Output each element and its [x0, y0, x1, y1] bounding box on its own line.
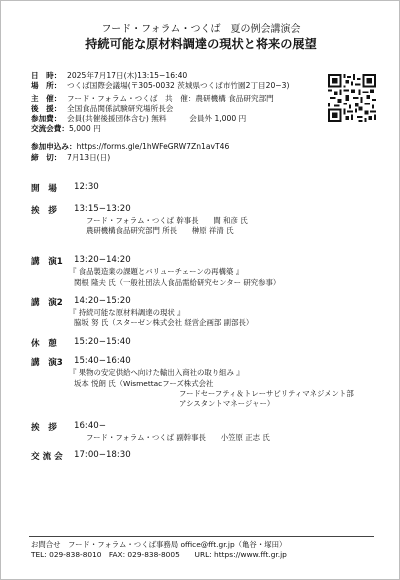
support-value: 全国食品関係試験研究場所長会: [67, 104, 174, 113]
talk3-title: 『 果物の安定供給へ向けた輸出入商社の取り組み 』: [69, 368, 244, 377]
talk3-time: 15:40−16:40: [74, 356, 131, 366]
greeting2-label: 挨 拶: [31, 423, 57, 433]
opening-label: 開 場: [31, 184, 57, 194]
social-label: 交 流 会: [31, 452, 63, 462]
greeting1-time: 13:15−13:20: [74, 204, 131, 214]
date-label: 日 時：: [31, 71, 62, 80]
talk3-speaker-name: 坂本 悦朗 氏（Wismettacフーズ株式会社: [74, 379, 214, 388]
info-party: [31, 124, 101, 134]
talk3-speaker-title: アシスタントマネージャー）: [179, 399, 275, 408]
talk2-speaker: 脇坂 努 氏（スターゼン株式会社 経営企画部 副部長）: [74, 318, 254, 327]
footer-contact: お問合せ フード・フォラム・つくば事務局 office@fft.gr.jp（亀谷・塚田）: [31, 540, 287, 549]
greeting1-speaker-1: フード・フォラム・つくば 幹事長 間 和彦 氏: [86, 216, 248, 225]
talk2-time: 14:20−15:20: [74, 296, 131, 306]
talk2-label: 講 演2: [31, 298, 63, 308]
deadline-value: 7月13日(日): [67, 153, 111, 162]
talk1-label: 講 演1: [31, 257, 63, 267]
info-deadline: [31, 153, 110, 163]
info-host: [31, 94, 274, 104]
social-time: 17:00−18:30: [74, 450, 131, 460]
greeting2-speaker: フード・フォラム・つくば 副幹事長 小笠原 正志 氏: [86, 433, 270, 442]
deadline-label: 締 切：: [31, 153, 62, 162]
page-title: 持続可能な原材料調達の現状と将来の展望: [85, 37, 317, 51]
talk1-title: 『 食品製造業の課題とバリューチェーンの再構築 』: [69, 267, 244, 276]
talk3-speaker-dept: フードセーフティ＆トレーサビリティマネジメント部: [179, 389, 354, 398]
qr-code-icon[interactable]: [328, 74, 376, 122]
opening-time: 12:30: [74, 182, 99, 192]
host-label: 主 催：: [31, 94, 62, 103]
break-label: 休 憩: [31, 339, 57, 349]
info-venue: [31, 81, 289, 91]
talk2-title: 『 持続可能な原材料調達の現状 』: [69, 308, 185, 317]
organizer-line: フード・フォラム・つくば 夏の例会講演会: [101, 24, 301, 35]
greeting1-speaker-2: 農研機構食品研究部門 所長 榊原 祥清 氏: [86, 226, 234, 235]
support-label: 後 援：: [31, 104, 62, 113]
party-value: 5,000 円: [68, 124, 101, 133]
footer-phones: TEL: 029-838-8010 FAX: 029-838-8005 URL: https://www.fft.gr.jp: [31, 550, 287, 559]
greeting1-label: 挨 拶: [31, 206, 57, 216]
break-time: 15:20−15:40: [74, 337, 131, 347]
info-apply: [31, 142, 229, 152]
talk1-time: 13:20−14:20: [74, 255, 131, 265]
info-support: [31, 104, 173, 114]
talk3-label: 講 演3: [31, 358, 63, 368]
party-label: 交流会費：: [31, 124, 69, 133]
fee-label: 参加費：: [31, 114, 62, 123]
venue-label: 場 所：: [31, 81, 62, 90]
info-date: [31, 71, 187, 81]
date-value: 2025年7月17日(木)13:15−16:40: [67, 71, 188, 80]
apply-label: 参加申込み：: [31, 142, 77, 151]
apply-link[interactable]: https://forms.gle/1hWFeGRW7Zn1avT46: [76, 142, 230, 151]
info-fee: [31, 114, 246, 124]
fee-value: 会員(共催後援団体含む) 無料 会員外 1,000 円: [67, 114, 247, 123]
footer-divider: [29, 536, 374, 537]
greeting2-time: 16:40−: [74, 421, 106, 431]
talk1-speaker: 関根 隆夫 氏（一般社団法人食品需給研究センター 研究参事）: [74, 278, 281, 287]
host-value: フード・フォラム・つくば 共 催：農研機構 食品研究部門: [67, 94, 274, 103]
venue-value: つくば国際会議場(〒305-0032 茨城県つくば市竹園2丁目20−3): [67, 81, 290, 90]
